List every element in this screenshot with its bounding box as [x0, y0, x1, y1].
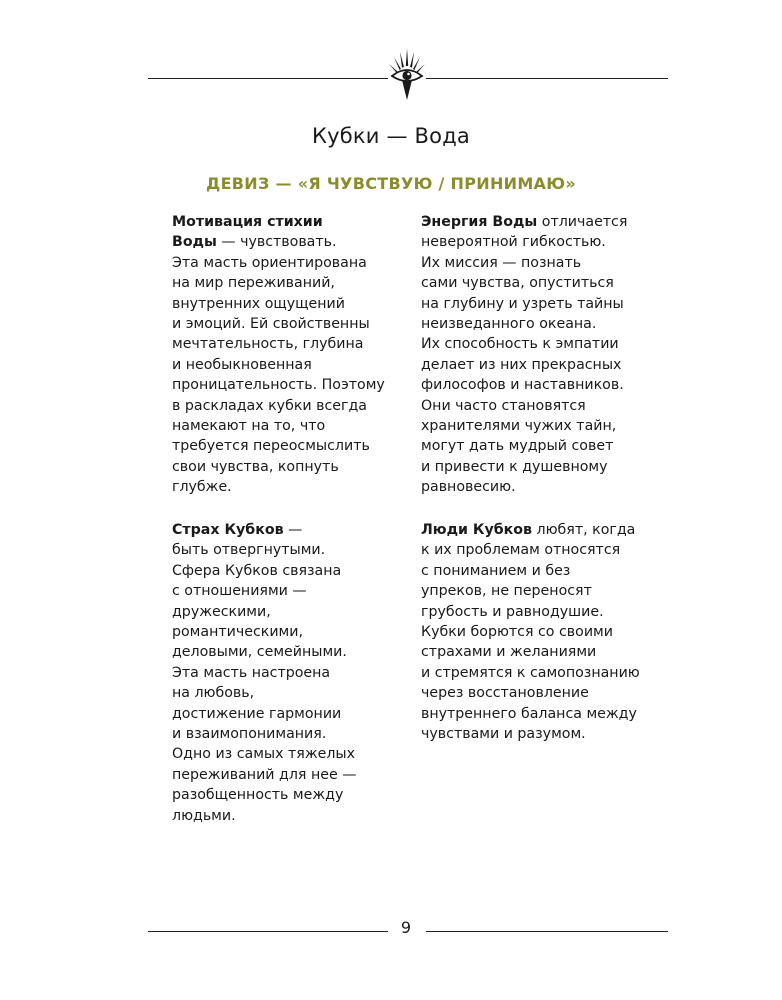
- text-line: внутреннего баланса между: [421, 705, 637, 722]
- text-line: глубже.: [172, 479, 232, 496]
- text-line: и эмоций. Ей свойственны: [172, 316, 370, 333]
- page-number: 9: [400, 918, 412, 937]
- text-line: дружескими,: [172, 603, 271, 620]
- text-line: чувствами и разумом.: [421, 726, 586, 743]
- text-line: и стремятся к самопознанию: [421, 664, 640, 681]
- text-line: быть отвергнутыми.: [172, 542, 326, 559]
- text-line: равновесию.: [421, 479, 516, 496]
- text-line: проницательность. Поэтому: [172, 377, 385, 394]
- energy-section: [421, 212, 627, 498]
- motivation-lead-rest: — чувствовать.: [216, 234, 337, 251]
- people-lead-bold: Люди Кубков: [421, 522, 533, 538]
- text-line: на глубину и узреть тайны: [421, 295, 624, 312]
- text-line: и взаимопонимания.: [172, 726, 327, 743]
- fear-lead-line: [172, 520, 356, 540]
- text-line: переживаний для нее —: [172, 766, 357, 783]
- energy-lead-line: [421, 212, 627, 232]
- text-line: Их способность к эмпатии: [421, 336, 619, 353]
- text-line: с пониманием и без: [421, 562, 571, 579]
- motivation-lead-line1: Мотивация стихии: [172, 214, 323, 230]
- text-line: Кубки борются со своими: [421, 624, 613, 641]
- footer-divider-right: [426, 931, 668, 932]
- text-line: людьми.: [172, 807, 236, 824]
- text-line: Эта масть ориентирована: [172, 254, 367, 271]
- text-line: грубость и равнодушие.: [421, 603, 604, 620]
- text-line: философов и наставников.: [421, 377, 624, 394]
- text-line: хранителями чужих тайн,: [421, 418, 617, 435]
- eye-ornament-icon: [385, 46, 429, 102]
- text-line: Сфера Кубков связана: [172, 562, 342, 579]
- text-line: к их проблемам относятся: [421, 542, 621, 559]
- fear-section: [172, 520, 356, 826]
- header-divider-right: [426, 78, 668, 79]
- energy-lead-bold: Энергия Воды: [421, 214, 538, 230]
- text-line: Они часто становятся: [421, 397, 586, 414]
- text-line: с отношениями —: [172, 583, 307, 600]
- text-line: разобщенность между: [172, 787, 344, 804]
- text-line: и привести к душевному: [421, 458, 608, 475]
- footer-divider-left: [148, 931, 388, 932]
- text-line: сами чувства, опуститься: [421, 275, 614, 292]
- text-line: Их миссия — познать: [421, 254, 582, 271]
- text-line: и необыкновенная: [172, 356, 312, 373]
- text-line: невероятной гибкостью.: [421, 234, 606, 251]
- motivation-section: [172, 212, 385, 498]
- text-line: мечтательность, глубина: [172, 336, 364, 353]
- fear-lead-bold: Страх Кубков: [172, 522, 284, 538]
- motto-heading: ДЕВИЗ — «Я ЧУВСТВУЮ / ПРИНИМАЮ»: [206, 174, 576, 193]
- motivation-lead-bold: Воды: [172, 234, 217, 251]
- energy-lead-rest: отличается: [537, 214, 628, 230]
- text-line: Одно из самых тяжелых: [172, 746, 355, 763]
- text-line: через восстановление: [421, 685, 589, 702]
- text-line: романтическими,: [172, 624, 303, 641]
- page-title: Кубки — Вода: [311, 124, 470, 148]
- fear-lead-rest: —: [283, 522, 303, 538]
- text-line: в раскладах кубки всегда: [172, 397, 367, 414]
- text-line: на мир переживаний,: [172, 275, 335, 292]
- text-line: упреков, не переносят: [421, 583, 592, 600]
- text-line: неизведанного океана.: [421, 316, 597, 333]
- text-line: деловыми, семейными.: [172, 644, 347, 661]
- text-line: свои чувства, копнуть: [172, 458, 339, 475]
- people-lead-line: [421, 520, 640, 540]
- text-line: требуется переосмыслить: [172, 438, 370, 455]
- people-section: [421, 520, 640, 744]
- text-line: внутренних ощущений: [172, 295, 345, 312]
- motivation-lead-line2: [172, 232, 385, 252]
- header-divider-left: [148, 78, 388, 79]
- text-line: Эта масть настроена: [172, 664, 331, 681]
- text-line: на любовь,: [172, 685, 255, 702]
- text-line: делает из них прекрасных: [421, 356, 622, 373]
- text-line: достижение гармонии: [172, 705, 342, 722]
- people-lead-rest: любят, когда: [532, 522, 636, 538]
- text-line: страхами и желаниями: [421, 644, 597, 661]
- text-line: намекают на то, что: [172, 418, 326, 435]
- text-line: могут дать мудрый совет: [421, 438, 614, 455]
